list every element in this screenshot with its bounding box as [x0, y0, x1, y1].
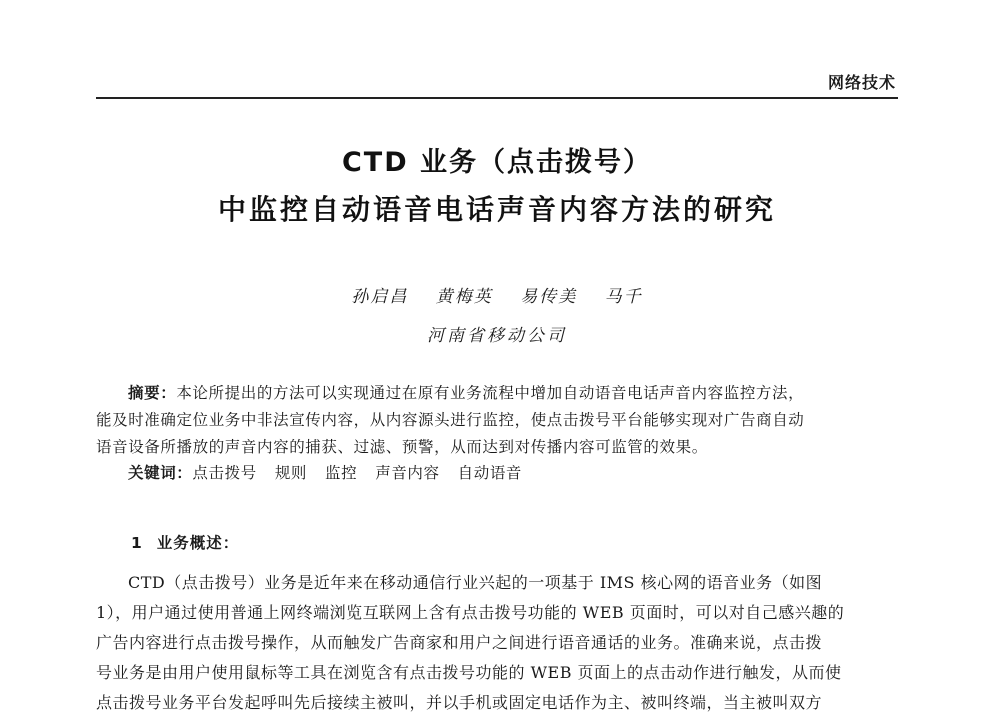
header-rule — [96, 97, 898, 99]
author: 马千 — [604, 287, 643, 307]
body-line: 1），用户通过使用普通上网终端浏览互联网上含有点击拨号功能的 WEB 页面时，可以对自己感兴趣的 — [96, 603, 845, 622]
abstract — [96, 380, 898, 461]
abstract-line: 能及时准确定位业务中非法宣传内容，从内容源头进行监控，使点击拨号平台能够实现对广告商自动 — [96, 411, 805, 429]
section-body — [96, 568, 898, 718]
abstract-line — [96, 380, 898, 407]
author: 黄梅英 — [435, 287, 493, 307]
affiliation: 河南省移动公司 — [427, 326, 567, 346]
keyword: 监控 — [325, 464, 358, 482]
keyword: 声音内容 — [375, 464, 440, 482]
abstract-label: 摘要： — [128, 384, 177, 402]
author: 易传美 — [520, 287, 578, 307]
body-line: 点击拨号业务平台发起呼叫先后接续主被叫，并以手机或固定电话作为主、被叫终端，当主被叫双方 — [96, 693, 823, 712]
keyword: 点击拨号 — [192, 464, 257, 482]
author: 孙启昌 — [351, 287, 409, 307]
body-line: 号业务是由用户使用鼠标等工具在浏览含有点击拨号功能的 WEB 页面上的点击动作进行触发，从而使 — [96, 663, 842, 682]
paper-title-line1: CTD 业务（点击拨号） — [341, 147, 653, 178]
section-tag: 网络技术 — [827, 73, 896, 92]
body-line: 广告内容进行点击拨号操作，从而触发广告商家和用户之间进行语音通话的业务。准确来说，点击拨 — [96, 633, 823, 652]
keyword: 自动语音 — [457, 464, 523, 482]
section-number: 1 — [131, 534, 143, 552]
keyword: 规则 — [274, 464, 308, 482]
keywords — [128, 461, 540, 483]
abstract-line: 语音设备所播放的声音内容的捕获、过滤、预警，从而达到对传播内容可监管的效果。 — [96, 438, 708, 456]
section-title: 业务概述： — [156, 534, 240, 552]
body-line: CTD（点击拨号）业务是近年来在移动通信行业兴起的一项基于 IMS 核心网的语音业务（如图 — [128, 573, 823, 592]
paper-title-line2: 中监控自动语音电话声音内容方法的研究 — [217, 193, 776, 226]
section-heading — [131, 531, 239, 553]
keywords-label: 关键词： — [128, 464, 193, 482]
author-list — [96, 282, 898, 307]
abstract-text: 本论所提出的方法可以实现通过在原有业务流程中增加自动语音电话声音内容监控方法， — [176, 384, 805, 402]
